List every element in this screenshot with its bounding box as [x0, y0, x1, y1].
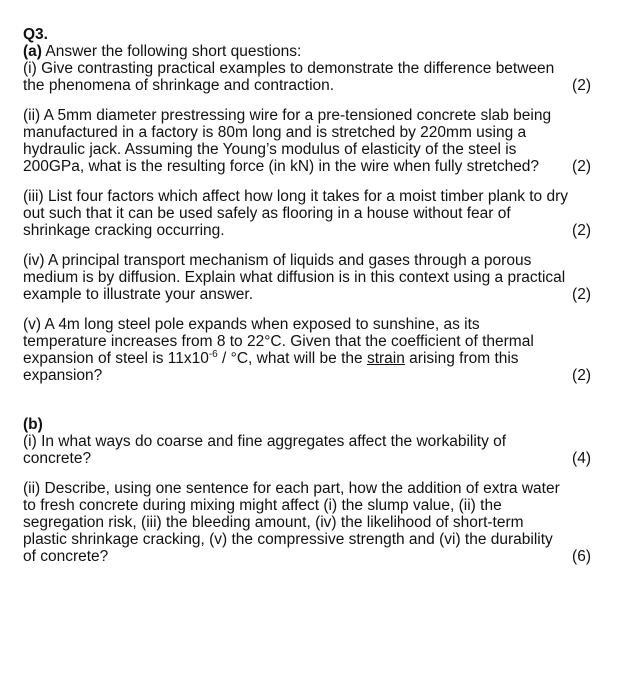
question-b-i-line-2: concrete?	[23, 450, 92, 467]
question-b-ii	[23, 480, 591, 565]
question-a-v-line-3-pre: expansion of steel is 11x10	[23, 350, 209, 367]
marks-a-iii: (2)	[572, 222, 591, 239]
question-a-iii-line-3: shrinkage cracking occurring.	[23, 222, 225, 239]
exponent-superscript: -6	[208, 349, 218, 360]
question-a-iii-line-3-row	[23, 222, 591, 239]
question-a-ii-line-1: (ii) A 5mm diameter prestressing wire for a pre-tensioned concrete slab being	[23, 107, 552, 124]
strain-underlined-word: strain	[366, 350, 405, 367]
question-b-ii-line-4: plastic shrinkage cracking, (v) the compressive strength and (vi) the durability	[23, 531, 553, 548]
marks-b-ii: (6)	[572, 548, 591, 565]
marks-b-i: (4)	[572, 450, 591, 467]
question-a-i-line-1: (i) Give contrasting practical examples to demonstrate the difference between	[23, 60, 555, 77]
question-b-i-line-1: (i) In what ways do coarse and fine aggregates affect the workability of	[23, 433, 507, 450]
question-b-i	[23, 433, 591, 467]
question-a-iv	[23, 252, 591, 303]
question-b-ii-line-2: to fresh concrete during mixing might affect (i) the slump value, (ii) the	[23, 497, 502, 514]
question-a-v-line-2: temperature increases from 8 to 22°C. Given that the coefficient of thermal	[23, 333, 534, 350]
question-a-v-line-3	[23, 350, 591, 367]
question-a-i	[23, 60, 591, 94]
part-b-heading: (b)	[23, 416, 43, 433]
marks-a-iv: (2)	[572, 286, 591, 303]
part-a-heading	[23, 43, 591, 60]
marks-a-v: (2)	[572, 367, 591, 384]
question-b-ii-line-5-row	[23, 548, 591, 565]
question-a-ii-line-4: 200GPa, what is the resulting force (in kN) in the wire when fully stretched?	[23, 158, 540, 175]
question-b-ii-line-3: segregation risk, (iii) the bleeding amount, (iv) the likelihood of short-term	[23, 514, 524, 531]
question-a-i-line-2-row	[23, 77, 591, 94]
question-a-v-line-3-end: arising from this	[404, 350, 519, 367]
question-a-iv-line-2: medium is by diffusion. Explain what diffusion is in this context using a practical	[23, 269, 566, 286]
question-b-i-line-2-row	[23, 450, 591, 467]
marks-a-i: (2)	[572, 77, 591, 94]
question-a-ii-line-3: hydraulic jack. Assuming the Young’s modulus of elasticity of the steel is	[23, 141, 517, 158]
question-a-i-line-2: the phenomena of shrinkage and contraction.	[23, 77, 335, 94]
question-a-iv-line-1: (iv) A principal transport mechanism of liquids and gases through a porous	[23, 252, 532, 269]
question-b-ii-line-1: (ii) Describe, using one sentence for each part, how the addition of extra water	[23, 480, 560, 497]
part-a-heading-text: Answer the following short questions:	[41, 43, 302, 60]
question-a-iii	[23, 188, 591, 239]
question-a-iv-line-3-row	[23, 286, 591, 303]
question-b-ii-line-5: of concrete?	[23, 548, 109, 565]
question-a-v-line-4-row	[23, 367, 591, 384]
part-a-label: (a)	[23, 43, 42, 60]
question-a-iv-line-3: example to illustrate your answer.	[23, 286, 254, 303]
question-a-iii-line-2: out such that it can be used safely as flooring in a house without fear of	[23, 205, 511, 222]
question-a-v-line-3-post: / °C, what will be the	[217, 350, 367, 367]
question-number: Q3.	[23, 26, 48, 43]
question-a-ii-line-2: manufactured in a factory is 80m long and is stretched by 220mm using a	[23, 124, 527, 141]
question-a-v	[23, 316, 591, 384]
question-a-ii	[23, 107, 591, 175]
question-a-ii-line-4-row	[23, 158, 591, 175]
marks-a-ii: (2)	[572, 158, 591, 175]
question-a-iii-line-1: (iii) List four factors which affect how long it takes for a moist timber plank to dry	[23, 188, 569, 205]
question-a-v-line-1: (v) A 4m long steel pole expands when exposed to sunshine, as its	[23, 316, 480, 333]
question-a-v-line-4: expansion?	[23, 367, 103, 384]
